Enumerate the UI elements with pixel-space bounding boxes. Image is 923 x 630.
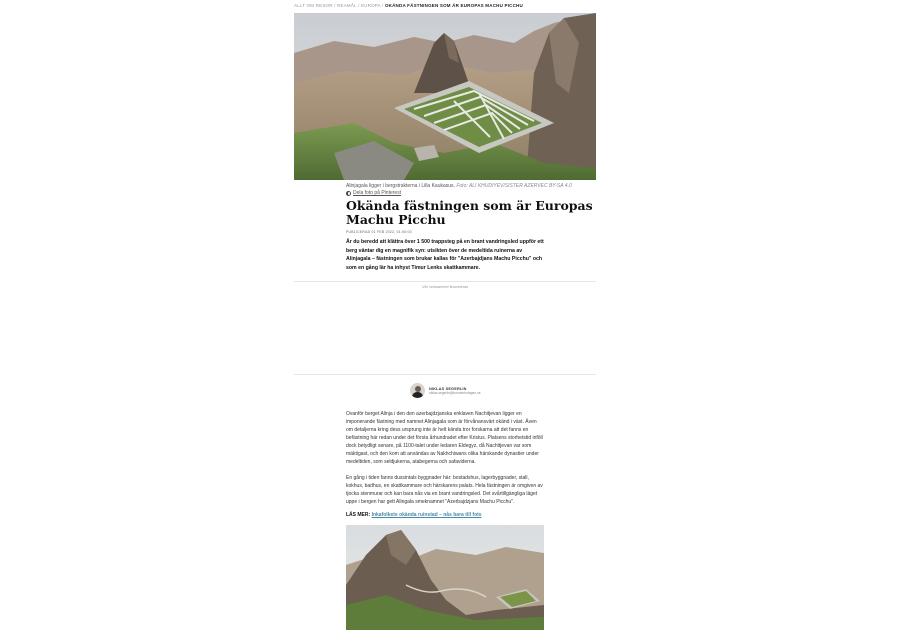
breadcrumb-item[interactable]: ALLT OM RESOR [294, 3, 333, 8]
ad-label: Vår verksamhet finansieras [421, 285, 468, 289]
caption-text: Alinjagala ligger i bergstrakterna i Lilla Kaukasus. [346, 183, 455, 189]
divider [294, 281, 596, 282]
pinterest-share[interactable] [346, 190, 596, 197]
breadcrumb [294, 3, 523, 8]
author-email[interactable]: niklas.segerlin@bonnierforlagen.se [429, 390, 481, 395]
author-byline [410, 383, 481, 398]
hero-caption [346, 183, 596, 197]
publish-date: PUBLICERAD 01 FEB 2022, 01:00:00 [346, 230, 412, 234]
breadcrumb-separator: / [334, 3, 338, 8]
avatar [410, 383, 425, 398]
breadcrumb-current: OKÄNDA FÄSTNINGEN SOM ÄR EUROPAS MACHU PICCHU [384, 3, 523, 8]
paragraph: Ovanför berget Alinja i den den azerbajdzjanska enklaven Nachitjevan ligger en imponerande fästning med namnet Alinjagala som är förvånansvärt okänd i väst. Även om detaljerna kring dess ursprung inte är helt kända tror forskarna att det fanns en befästning här redan under det första århundradet efter Kristus. Platsens storhetstid inföll dock betydligt senare, på 1100-talet under ledaren Eldegyz, då Nachitjevan var som mäktigast, och den kom att användas av Nakhchiwans olika härskande dynastier under medeltiden, som seldjukerna, atabegerna och safaviderna. [346, 411, 543, 465]
pinterest-share-link[interactable]: Dela foto på Pinterest [353, 190, 402, 196]
read-more-link[interactable]: Inkafolkets okända ruinstad – nås bara till fots [371, 512, 482, 518]
paragraph: En gång i tiden fanns dussintals byggnader här: bostadshus, lagerbyggnader, stall, kokhus, badhus, en skattkammare och härskarens palats. Hela fästningen är omgiven av tjocka stenmurar och kan bara nås via en brant vandringsled. Det svårtillgängliga läget uppe i bergen har gett Alingala smeknamnet "Azerbajdzjans Machu Picchu". [346, 475, 543, 505]
breadcrumb-item[interactable]: EUROPA [360, 3, 381, 8]
breadcrumb-separator: / [358, 3, 361, 8]
author-name: NIKLAS SEGERLIN [429, 386, 467, 391]
photo-credit: Foto: ALI KHUDIYEV/SISTER AZERVEC BY-SA 4.0 [456, 183, 572, 189]
read-more [346, 512, 482, 518]
article-ingress: Är du beredd att klättra över 1 500 trappsteg på en brant vandringsled uppför ett berg väntar dig en magnifik syn: utsikten över de medeltida ruinerna av Alinjagala – fästningen som brukar kallas för "Azerbajdjans Machu Picchu" och som en gång lär ha inhyst Timur Lenks skattkammare. [346, 239, 544, 271]
article-title: Okända fästningen som är Europas Machu Picchu [346, 198, 593, 227]
divider [294, 374, 596, 375]
hero-image[interactable] [294, 13, 596, 180]
breadcrumb-item[interactable]: REAMÅL [337, 3, 357, 8]
pinterest-icon [346, 191, 351, 196]
breadcrumb-separator: / [382, 3, 385, 8]
read-more-label: LÄS MER: [346, 512, 371, 518]
article-image[interactable] [346, 525, 544, 630]
